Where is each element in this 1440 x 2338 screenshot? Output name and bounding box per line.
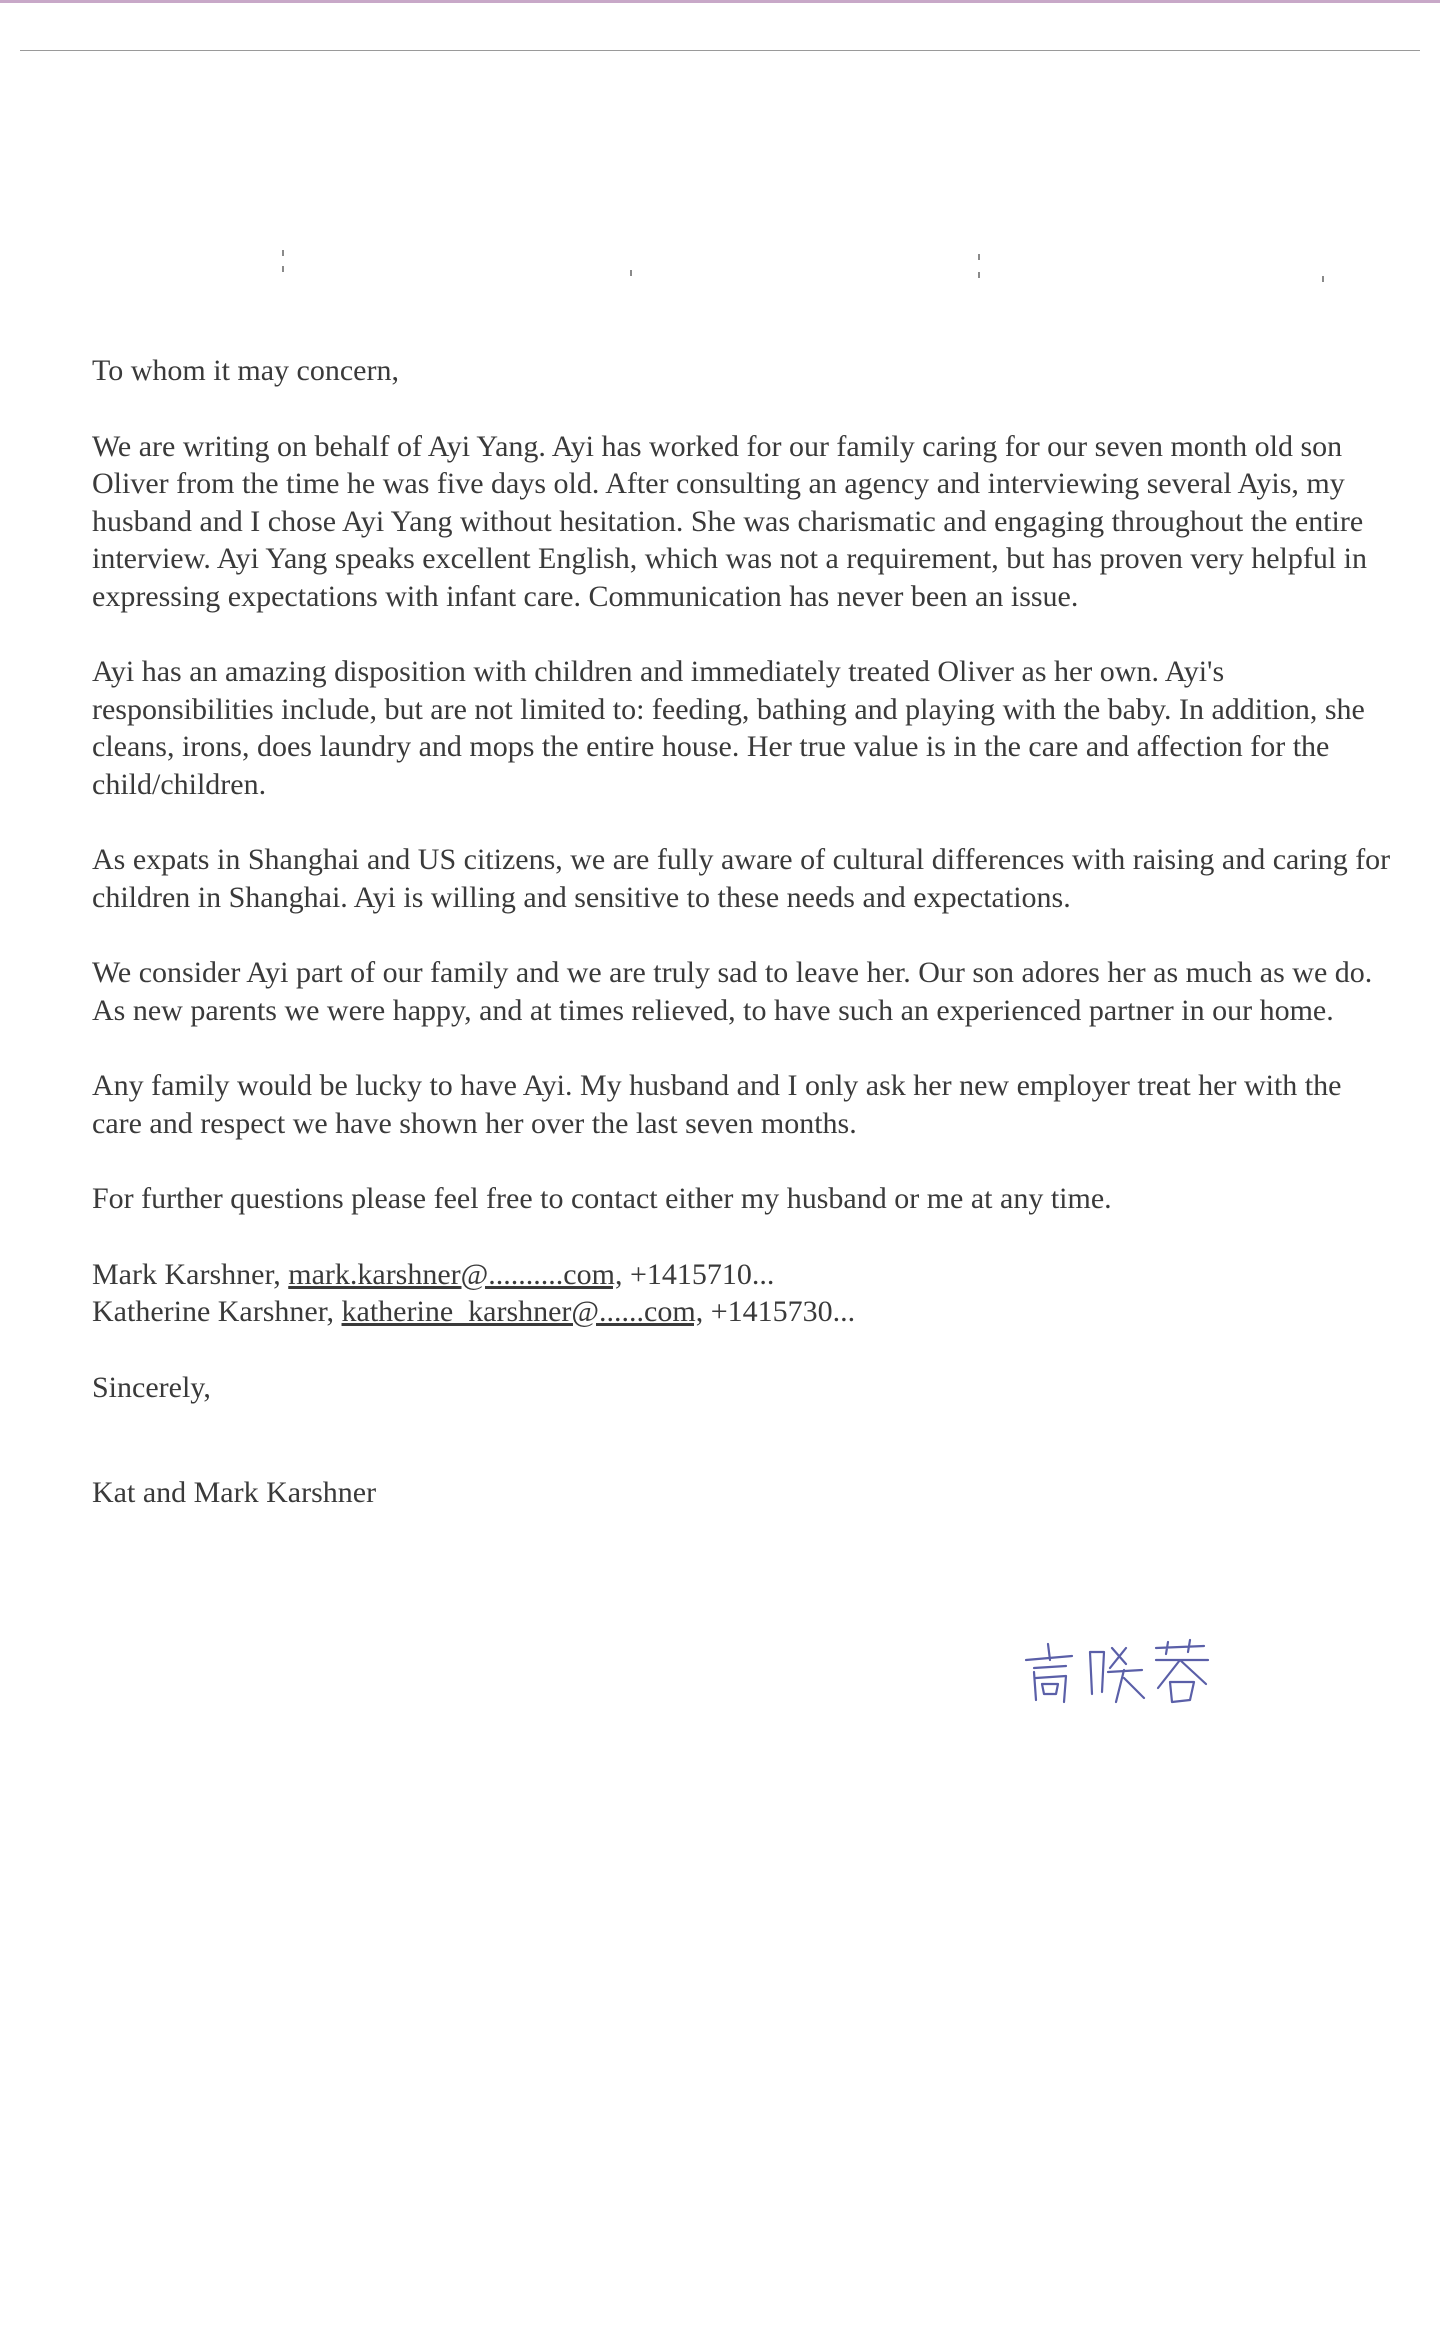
salutation: To whom it may concern,: [92, 354, 399, 387]
scan-speck: [978, 272, 980, 278]
contact-name: Katherine Karshner,: [92, 1295, 335, 1328]
scan-speck: [630, 270, 632, 276]
handwritten-signature: [1020, 1638, 1210, 1716]
closing: Sincerely,: [92, 1370, 211, 1404]
contact-line-mark: [92, 1256, 1392, 1294]
scan-rule-line: [20, 50, 1420, 51]
contact-email-link[interactable]: katherine_karshner@......com,: [341, 1295, 704, 1328]
scan-speck: [978, 254, 980, 260]
paragraph-recommendation: Any family would be lucky to have Ayi. My husband and I only ask her new employer treat her with the care and respect we have shown her over the last seven months.: [92, 1069, 1342, 1140]
scan-border-top: [0, 0, 1440, 3]
contact-name: Mark Karshner,: [92, 1257, 281, 1291]
contact-phone: +1415710...: [629, 1257, 775, 1291]
signoff: Kat and Mark Karshner: [92, 1476, 377, 1509]
scan-speck: [282, 266, 284, 272]
scan-speck: [282, 250, 284, 256]
contact-list: [92, 1256, 1392, 1331]
paragraph-introduction: We are writing on behalf of Ayi Yang. Ayi has worked for our family caring for our seven month old son Oliver from the time he was five days old. After consulting an agency and interviewing several Ayis, my husband and I chose Ayi Yang without hesitation. She was charismatic and engaging throughout the entire interview. Ayi Yang speaks excellent English, which was not a requirement, but has proven very helpful in expressing expectations with infant care. Communication has never been an issue.: [92, 429, 1368, 613]
paragraph-contact-invite: For further questions please feel free to contact either my husband or me at any time.: [92, 1182, 1112, 1215]
paragraph-responsibilities: Ayi has an amazing disposition with children and immediately treated Oliver as her own. Ayi's responsibilities include, but are not limited to: feeding, bathing and playing with the baby. In addition, she cleans, irons, does laundry and mops the entire house. Her true value is in the care and affection for the child/children.: [92, 655, 1365, 801]
paragraph-cultural: As expats in Shanghai and US citizens, we are fully aware of cultural differences with raising and caring for children in Shanghai. Ayi is willing and sensitive to these needs and expectations.: [92, 843, 1391, 914]
scan-speck: [1322, 276, 1324, 282]
paragraph-family: We consider Ayi part of our family and we are truly sad to leave her. Our son adores her as much as we do. As new parents we were happy, and at times relieved, to have such an experienced partner in our home.: [92, 956, 1373, 1027]
contact-email-link[interactable]: mark.karshner@..........com,: [288, 1257, 623, 1291]
contact-line-katherine: [92, 1293, 1392, 1331]
letter-body: [92, 352, 1392, 1550]
contact-phone: +1415730...: [710, 1295, 856, 1328]
